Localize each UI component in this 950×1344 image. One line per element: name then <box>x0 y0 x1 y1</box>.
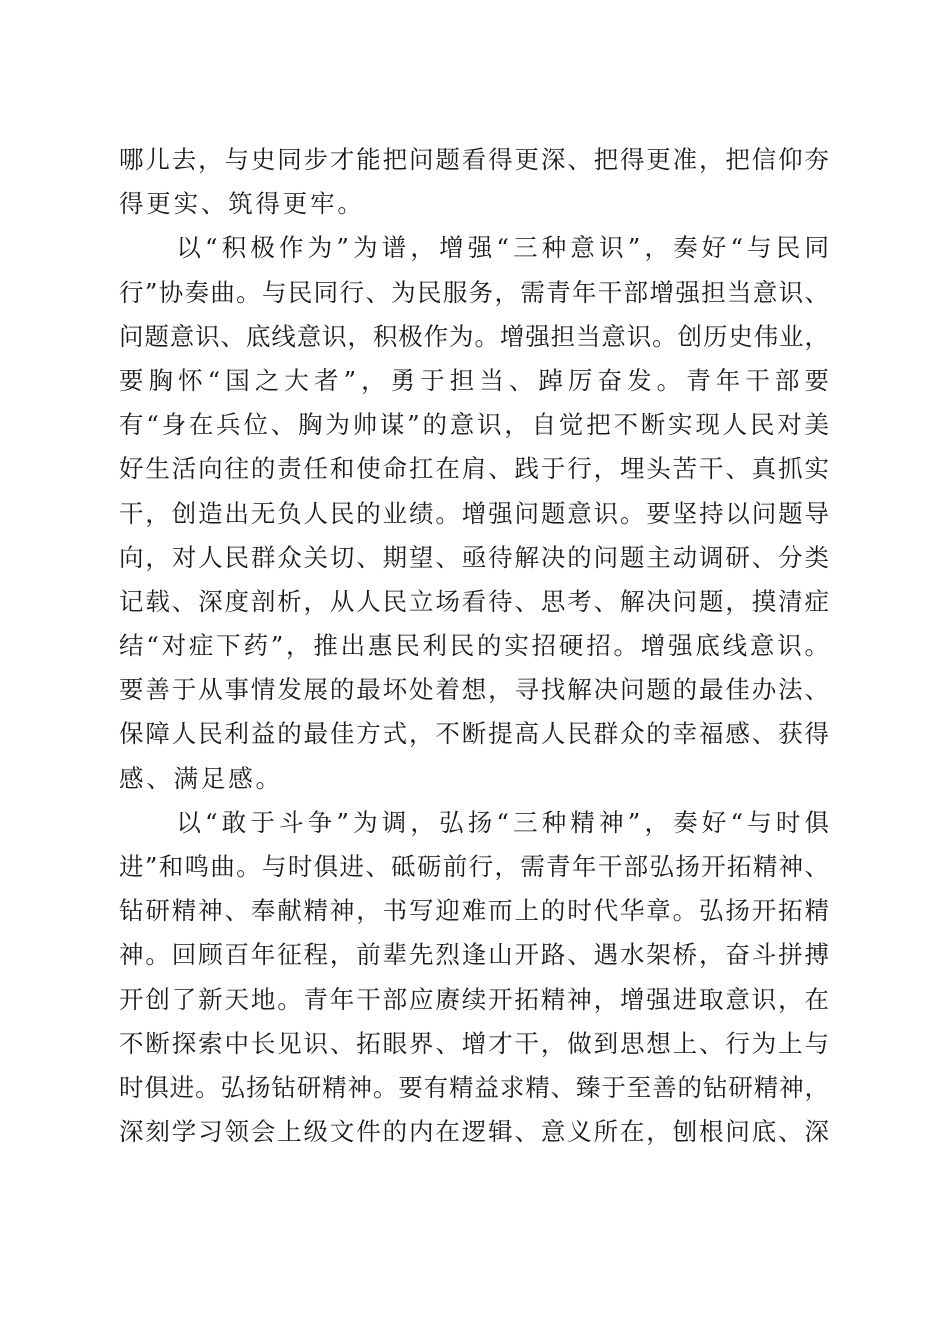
text-line: 深刻学习领会上级文件的内在逻辑、意义所在，刨根问底、深 <box>119 1117 829 1147</box>
text-line: 神。回顾百年征程，前辈先烈逢山开路、遇水架桥，奋斗拼搏 <box>119 940 829 970</box>
text-line: 行”协奏曲。与民同行、为民服务，需青年干部增强担当意识、 <box>119 277 829 307</box>
body-text <box>119 138 829 1154</box>
text-line: 以“敢于斗争”为调，弘扬“三种精神”，奏好“与时俱 <box>119 807 829 837</box>
text-line: 向，对人民群众关切、期望、亟待解决的问题主动调研、分类 <box>119 542 829 572</box>
text-line: 要善于从事情发展的最坏处着想，寻找解决问题的最佳办法、 <box>119 675 829 705</box>
text-line: 时俱进。弘扬钻研精神。要有精益求精、臻于至善的钻研精神， <box>119 1072 829 1102</box>
text-line: 干，创造出无负人民的业绩。增强问题意识。要坚持以问题导 <box>119 498 829 528</box>
text-line: 不断探索中长见识、拓眼界、增才干，做到思想上、行为上与 <box>119 1028 829 1058</box>
text-line: 感、满足感。 <box>119 763 283 793</box>
text-line: 钻研精神、奉献精神，书写迎难而上的时代华章。弘扬开拓精 <box>119 896 829 926</box>
text-line: 记载、深度剖析，从人民立场看待、思考、解决问题，摸清症 <box>119 586 829 616</box>
text-line: 以“积极作为”为谱，增强“三种意识”，奏好“与民同 <box>119 233 829 263</box>
text-line: 开创了新天地。青年干部应赓续开拓精神，增强进取意识，在 <box>119 984 829 1014</box>
text-line: 结“对症下药”，推出惠民利民的实招硬招。增强底线意识。 <box>119 631 829 661</box>
text-line: 有“身在兵位、胸为帅谋”的意识，自觉把不断实现人民对美 <box>119 410 829 440</box>
text-line: 好生活向往的责任和使命扛在肩、践于行，埋头苦干、真抓实 <box>119 454 829 484</box>
text-line: 保障人民利益的最佳方式，不断提高人民群众的幸福感、获得 <box>119 719 829 749</box>
text-line: 进”和鸣曲。与时俱进、砥砺前行，需青年干部弘扬开拓精神、 <box>119 852 829 881</box>
text-line: 哪儿去，与史同步才能把问题看得更深、把得更准，把信仰夯 <box>119 145 829 174</box>
text-line: 问题意识、底线意识，积极作为。增强担当意识。创历史伟业， <box>119 321 829 351</box>
text-line: 要胸怀“国之大者”，勇于担当、踔厉奋发。青年干部要 <box>119 365 829 395</box>
text-line: 得更实、筑得更牢。 <box>119 189 365 219</box>
